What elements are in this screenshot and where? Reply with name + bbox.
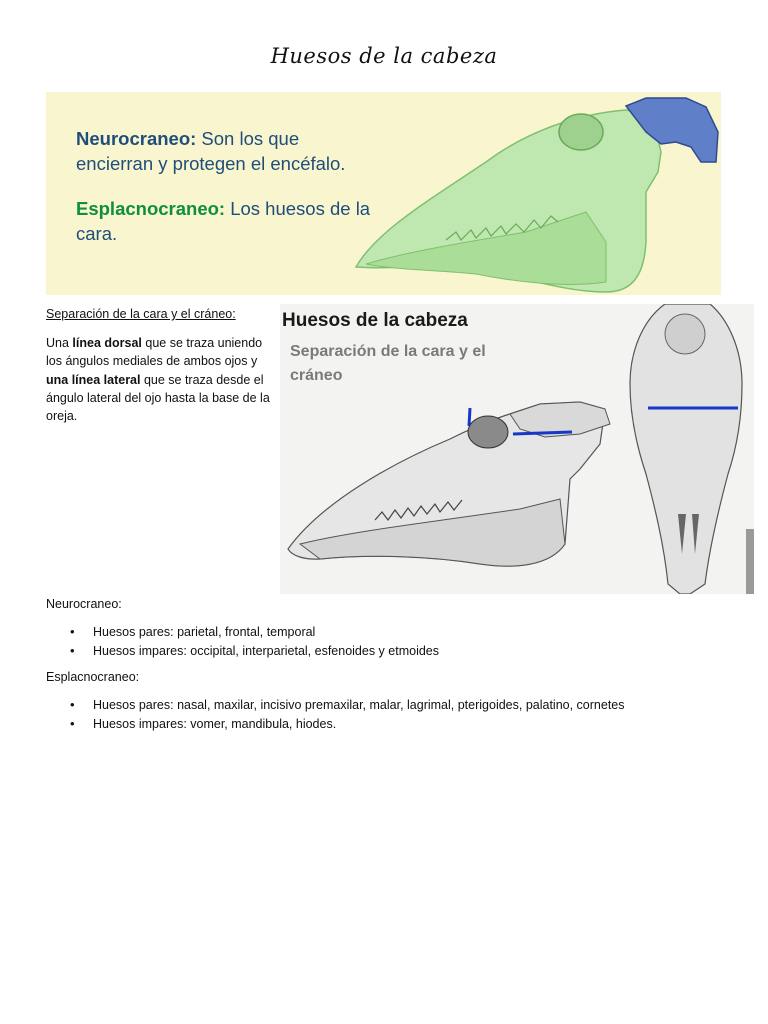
neuro-text: Son los que encierran y protegen el encéfalo. (76, 128, 346, 174)
banner-text (76, 126, 376, 246)
esplacno-definition (76, 196, 376, 246)
dorsal-line-term: línea dorsal (72, 336, 142, 350)
neuro-definition (76, 126, 376, 176)
skull-separation-figure (280, 304, 754, 594)
neuro-term: Neurocraneo: (76, 128, 197, 149)
esplacno-term: Esplacnocraneo: (76, 198, 226, 219)
figure-subtitle: Separación de la cara y el cráneo (290, 343, 486, 384)
list-item: • Huesos impares: vomer, mandibula, hiodes. (46, 715, 625, 734)
neurocraneo-label: Neurocraneo: (46, 597, 122, 611)
page-title: Huesos de la cabeza (270, 44, 498, 68)
separation-paragraph: Una línea dorsal que se traza uniendo los ángulos mediales de ambos ojos y una línea lateral que se traza desde el ángulo lateral del ojo hasta la base de la oreja. (46, 336, 270, 424)
lateral-line-term: una línea lateral (46, 372, 141, 387)
list-item: • Huesos pares: nasal, maxilar, incisivo premaxilar, malar, lagrimal, pterigoides, palatino, cornetes (46, 696, 625, 715)
figure-title: Huesos de la cabeza (282, 310, 468, 331)
esplacnocraneo-list (46, 696, 625, 733)
esplacnocraneo-label: Esplacnocraneo: (46, 670, 140, 684)
list-item: • Huesos pares: parietal, frontal, temporal (46, 623, 439, 642)
skull-banner-figure (46, 92, 721, 295)
list-item: • Huesos impares: occipital, interparietal, esfenoides y etmoides (46, 642, 439, 661)
neurocraneo-list (46, 623, 439, 660)
esplacno-text: Los huesos de la cara. (76, 198, 371, 244)
separation-heading: Separación de la cara y el cráneo: (46, 307, 236, 321)
